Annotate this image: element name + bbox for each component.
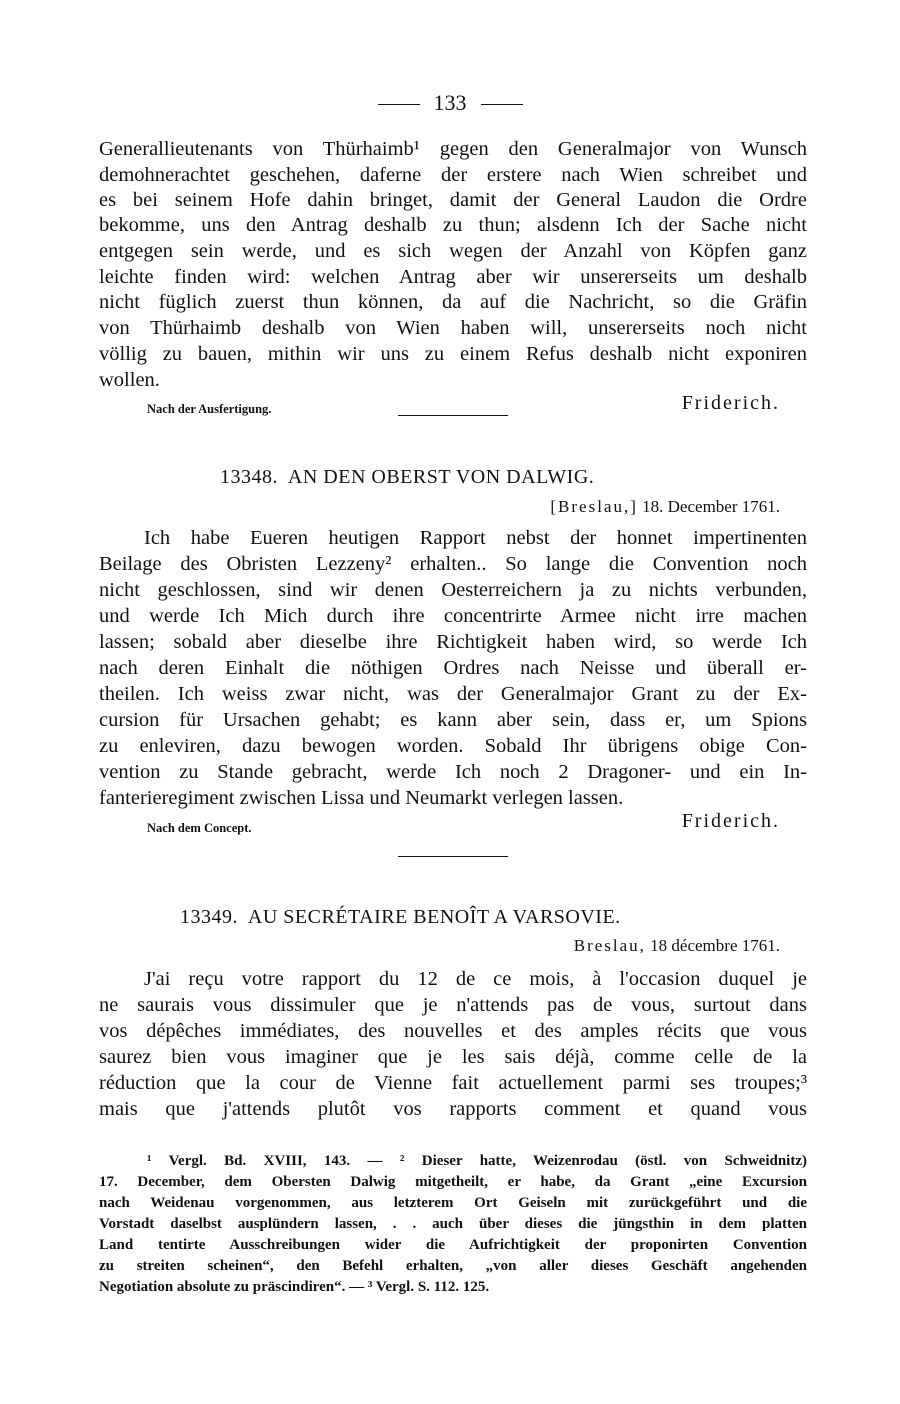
text-line: mais que j'attends plutôt vos rapports comment et quand vous	[99, 1098, 807, 1120]
text-line: wollen.	[99, 369, 160, 391]
text-line: bekomme, uns den Antrag deshalb zu thun; alsdenn Ich der Sache nicht	[99, 214, 807, 236]
header-rule-right	[481, 104, 523, 105]
footnote-line: zu streiten scheinen“, den Befehl erhalten, „von aller dieses Geschäft angehenden	[99, 1258, 807, 1274]
text-line: völlig zu bauen, mithin wir uns zu einem Refus deshalb nicht exponiren	[99, 343, 807, 365]
text-line: fanterieregiment zwischen Lissa und Neumarkt verlegen lassen.	[99, 787, 624, 809]
text-line: vention zu Stande gebracht, werde Ich noch 2 Dragoner- und ein In-	[99, 761, 807, 783]
text-line: Beilage des Obristen Lezzeny² erhalten.. So lange die Convention noch	[99, 553, 807, 575]
footnote-line: ¹ Vergl. Bd. XVIII, 143. — ² Dieser hatte, Weizenrodau (östl. von Schweidnitz)	[147, 1153, 807, 1169]
letter-dateline	[550, 497, 780, 517]
text-line: von Thürhaimb deshalb von Wien haben will, unsererseits noch nicht	[99, 317, 807, 339]
header-rule-left	[378, 104, 420, 105]
divider	[398, 856, 508, 857]
source-note: Nach dem Concept.	[147, 821, 252, 835]
text-line: saurez bien vous imaginer que je les sais déjà, comme celle de la	[99, 1046, 807, 1068]
letter-number: 13349.	[180, 906, 238, 928]
letter-place: Breslau,	[573, 936, 646, 955]
text-line: demohnerachtet geschehen, daferne der erstere nach Wien schreibet und	[99, 164, 807, 186]
letter-number: 13348.	[220, 466, 278, 488]
footnote-line: Land tentirte Ausschreibungen wider die Aufrichtigkeit der proponirten Convention	[99, 1237, 807, 1253]
text-line: réduction que la cour de Vienne fait actuellement parmi ses troupes;³	[99, 1072, 807, 1094]
footnote-line: Vorstadt daselbst ausplündern lassen, . . auch über dieses die jüngsthin in dem platten	[99, 1216, 807, 1232]
letter-date: 18. December 1761.	[642, 497, 780, 516]
text-line: theilen. Ich weiss zwar nicht, was der Generalmajor Grant zu der Ex-	[99, 683, 807, 705]
text-line: es bei seinem Hofe dahin bringet, damit der General Laudon die Ordre	[99, 189, 807, 211]
page-header	[0, 90, 900, 116]
signature: Friderich.	[681, 392, 780, 414]
letter-date: 18 décembre 1761.	[650, 936, 780, 955]
text-line: J'ai reçu votre rapport du 12 de ce mois, à l'occasion duquel je	[144, 968, 807, 990]
text-line: ne saurais vous dissimuler que je n'attends pas de vous, surtout dans	[99, 994, 807, 1016]
text-line: entgegen sein werde, und es sich wegen der Anzahl von Köpfen ganz	[99, 240, 807, 262]
text-line: Ich habe Eueren heutigen Rapport nebst der honnet impertinenten	[144, 527, 807, 549]
text-line: leichte finden wird: welchen Antrag aber wir unsererseits um deshalb	[99, 266, 807, 288]
letter-dateline	[574, 936, 780, 956]
text-line: lassen; sobald aber dieselbe ihre Richtigkeit haben wird, so werde Ich	[99, 631, 807, 653]
letter-place: [Breslau,]	[550, 497, 638, 516]
divider	[398, 415, 508, 416]
text-line: nicht geschlossen, sind wir denen Oesterreichern ja zu nichts verbunden,	[99, 579, 807, 601]
page-number: 133	[433, 90, 467, 115]
text-line: und werde Ich Mich durch ihre concentrirte Armee nicht irre machen	[99, 605, 807, 627]
letter-addressee: AN DEN OBERST VON DALWIG.	[287, 466, 595, 488]
text-line: Generallieutenants von Thürhaimb¹ gegen den Generalmajor von Wunsch	[99, 138, 807, 160]
text-line: nach deren Einhalt die nöthigen Ordres nach Neisse und überall er-	[99, 657, 807, 679]
letter-addressee: AU SECRÉTAIRE BENOÎT A VARSOVIE.	[247, 906, 621, 928]
footnote-line: nach Weidenau vorgenommen, aus letzterem Ort Geiseln mit zurückgeführt und die	[99, 1195, 807, 1211]
footnote-line: 17. December, dem Obersten Dalwig mitgetheilt, er habe, da Grant „eine Excursion	[99, 1174, 807, 1190]
footnote-line: Negotiation absolute zu präscindiren“. — ³ Vergl. S. 112. 125.	[99, 1279, 490, 1295]
letter-heading	[220, 466, 594, 489]
text-line: vos dépêches immédiates, des nouvelles et des amples récits que vous	[99, 1020, 807, 1042]
text-line: cursion für Ursachen gehabt; es kann aber sein, dass er, um Spions	[99, 709, 807, 731]
text-line: zu enleviren, dazu bewogen worden. Sobald Ihr übrigens obige Con-	[99, 735, 807, 757]
signature: Friderich.	[681, 810, 780, 832]
letter-heading	[180, 906, 621, 929]
text-line: nicht füglich zuerst thun können, da auf die Nachricht, so die Gräfin	[99, 291, 807, 313]
source-note: Nach der Ausfertigung.	[147, 402, 272, 416]
